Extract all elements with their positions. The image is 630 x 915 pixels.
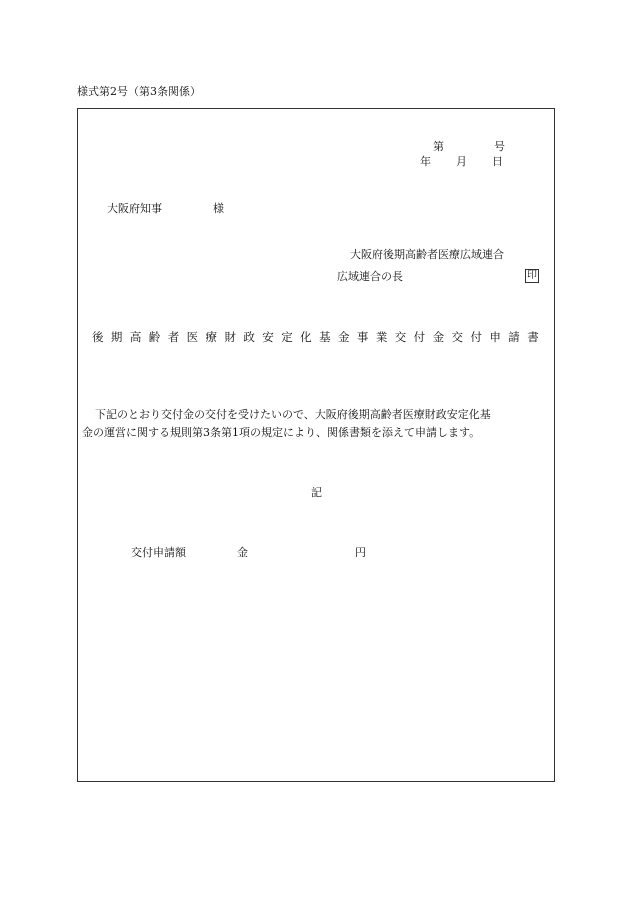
document-title-char: 事 bbox=[356, 330, 369, 344]
document-title-char: 交 bbox=[394, 330, 407, 344]
seal-mark: 印 bbox=[527, 270, 537, 281]
date-day-label: 日 bbox=[492, 155, 503, 168]
document-title-char: 付 bbox=[470, 330, 482, 344]
document-title-char: 請 bbox=[508, 330, 520, 344]
document-title-char: 齢 bbox=[148, 330, 161, 344]
document-title-char: 申 bbox=[489, 330, 501, 344]
applicant-title: 広域連合の長 bbox=[337, 270, 403, 283]
amount-prefix: 金 bbox=[237, 546, 248, 559]
document-title-char: 基 bbox=[319, 330, 331, 344]
addressee-name: 大阪府知事 bbox=[107, 202, 162, 215]
document-title-char: 金 bbox=[432, 330, 445, 344]
amount-unit: 円 bbox=[355, 546, 366, 559]
document-title-char: 定 bbox=[281, 330, 293, 344]
document-title-char: 高 bbox=[129, 330, 142, 344]
document-title-char: 付 bbox=[413, 330, 426, 344]
document-title-char: 医 bbox=[186, 330, 199, 344]
document-number-prefix: 第 bbox=[433, 140, 444, 153]
document-title bbox=[92, 332, 539, 344]
ki-heading: 記 bbox=[311, 486, 322, 499]
document-title-char: 書 bbox=[527, 330, 539, 344]
amount-label: 交付申請額 bbox=[131, 546, 186, 559]
document-title-char: 化 bbox=[300, 330, 312, 344]
document-title-char: 者 bbox=[167, 330, 180, 344]
document-title-char: 期 bbox=[110, 330, 123, 344]
date-year-label: 年 bbox=[420, 155, 431, 168]
applicant-organization: 大阪府後期高齢者医療広域連合 bbox=[350, 248, 504, 261]
document-title-char: 交 bbox=[451, 330, 464, 344]
body-text-line-2: 金の運営に関する規則第3条第1項の規定により、関係書類を添えて申請します。 bbox=[82, 426, 481, 439]
addressee-honorific: 様 bbox=[213, 202, 224, 215]
document-title-char: 業 bbox=[375, 330, 388, 344]
document-title-char: 療 bbox=[205, 330, 218, 344]
document-title-char: 政 bbox=[243, 330, 255, 344]
document-title-char: 安 bbox=[262, 330, 274, 344]
form-number-label: 様式第2号（第3条関係） bbox=[77, 85, 201, 98]
date-month-label: 月 bbox=[456, 155, 467, 168]
document-title-char: 金 bbox=[337, 330, 350, 344]
body-text-line-1: 下記のとおり交付金の交付を受けたいので、大阪府後期高齢者医療財政安定化基 bbox=[95, 408, 491, 421]
document-number-suffix: 号 bbox=[494, 140, 505, 153]
document-title-char: 財 bbox=[224, 330, 236, 344]
document-title-char: 後 bbox=[92, 330, 104, 344]
